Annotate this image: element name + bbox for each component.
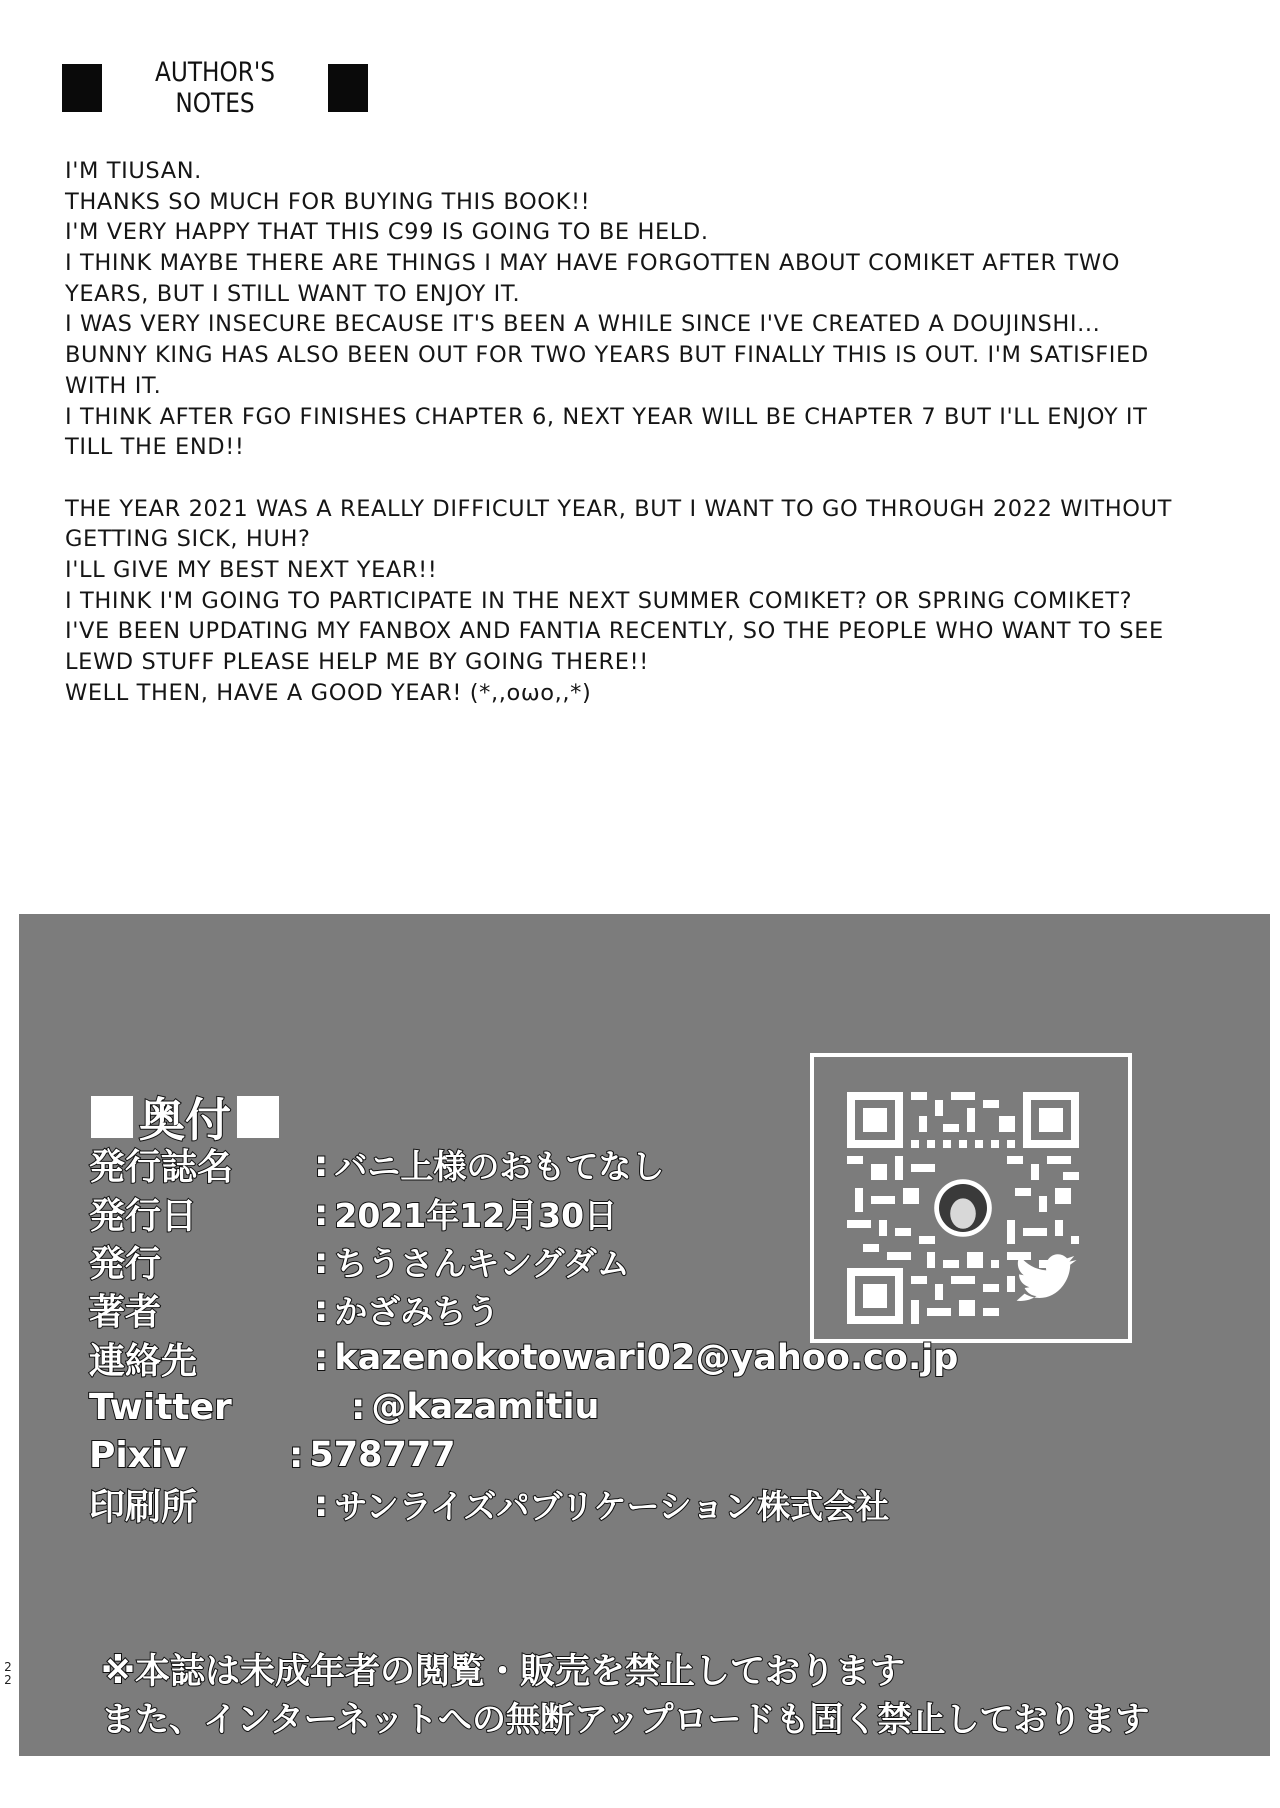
authors-notes-title: AUTHOR'S NOTES <box>154 57 276 119</box>
note-line: WELL THEN, HAVE A GOOD YEAR! (*,,oωo,,*) <box>65 679 592 706</box>
field-label: 発行 <box>89 1243 162 1285</box>
header-left-block <box>62 64 102 112</box>
twitter-handle: @kazamitiu <box>371 1387 600 1427</box>
authors-notes-body <box>65 156 1225 708</box>
field-value: かざみちう <box>334 1291 500 1331</box>
note-line: I'VE BEEN UPDATING MY FANBOX AND FANTIA RECENTLY, SO THE PEOPLE WHO WANT TO SEE <box>65 618 1164 645</box>
contact-email: kazenokotowari02@yahoo.co.jp <box>334 1338 959 1378</box>
qr-code-icon <box>847 1092 1079 1324</box>
note-line: LEWD STUFF PLEASE HELP ME BY GOING THERE!! <box>65 649 649 675</box>
authors-notes-header <box>62 57 368 119</box>
field-contact <box>89 1333 958 1383</box>
note-line: I THINK AFTER FGO FINISHES CHAPTER 6, NEXT YEAR WILL BE CHAPTER 7 BUT I'LL ENJOY IT <box>65 403 1148 430</box>
field-label: 印刷所 <box>89 1486 198 1528</box>
note-line: I THINK I'M GOING TO PARTICIPATE IN THE NEXT SUMMER COMIKET? OR SPRING COMIKET? <box>65 587 1133 614</box>
field-separator: : <box>314 1288 329 1330</box>
field-author <box>89 1284 499 1334</box>
field-value: 2021年12月30日 <box>334 1195 618 1235</box>
note-line: THANKS SO MUCH FOR BUYING THIS BOOK!! <box>65 188 591 215</box>
field-label: 発行誌名 <box>89 1146 234 1188</box>
field-separator: : <box>289 1434 304 1476</box>
note-line: I'M TIUSAN. <box>65 158 202 184</box>
field-separator: : <box>314 1240 329 1282</box>
header-right-block <box>328 64 368 112</box>
field-label: 著者 <box>89 1291 162 1333</box>
field-value: ちうさんキングダム <box>334 1243 630 1283</box>
field-value: バニ上様のおもてなし <box>334 1146 665 1186</box>
field-twitter <box>89 1382 599 1432</box>
field-separator: : <box>314 1143 329 1185</box>
field-separator: : <box>314 1337 329 1379</box>
note-line: YEARS, BUT I STILL WANT TO ENJOY IT. <box>65 280 521 307</box>
note-line: BUNNY KING HAS ALSO BEEN OUT FOR TWO YEARS BUT FINALLY THIS IS OUT. I'M SATISFIED <box>65 342 1149 369</box>
page-number <box>2 1661 14 1687</box>
field-separator: : <box>314 1483 329 1525</box>
field-separator: : <box>351 1386 366 1428</box>
field-publication-date <box>89 1188 617 1238</box>
page-number-text: 22 <box>4 1660 12 1687</box>
title-right-square <box>237 1096 279 1138</box>
field-label: 連絡先 <box>89 1340 198 1382</box>
note-line: I THINK MAYBE THERE ARE THINGS I MAY HAVE FORGOTTEN ABOUT COMIKET AFTER TWO <box>65 250 1121 277</box>
note-line: I'M VERY HAPPY THAT THIS C99 IS GOING TO BE HELD. <box>65 219 709 246</box>
colophon-panel <box>19 914 1270 1756</box>
note-line: I WAS VERY INSECURE BECAUSE IT'S BEEN A WHILE SINCE I'VE CREATED A DOUJINSHI... <box>65 311 1101 338</box>
note-line: GETTING SICK, HUH? <box>65 526 311 553</box>
field-publisher <box>89 1236 630 1286</box>
note-line: TILL THE END!! <box>65 434 245 461</box>
field-label: Twitter <box>89 1386 232 1428</box>
field-value: サンライズパブリケーション株式会社 <box>334 1486 890 1526</box>
qr-code-frame <box>810 1053 1132 1343</box>
note-line: WITH IT. <box>65 372 162 399</box>
field-label: Pixiv <box>89 1434 187 1476</box>
paragraph-gap <box>65 463 1225 494</box>
field-separator: : <box>314 1192 329 1234</box>
note-line: THE YEAR 2021 WAS A REALLY DIFFICULT YEAR, BUT I WANT TO GO THROUGH 2022 WITHOUT <box>65 495 1172 522</box>
pixiv-id: 578777 <box>309 1435 456 1475</box>
note-line: I'LL GIVE MY BEST NEXT YEAR!! <box>65 556 438 583</box>
field-printer <box>89 1479 889 1529</box>
notice-line-2: また、インターネットへの無断アップロードも固く禁止しております <box>101 1700 1150 1740</box>
field-publication-name <box>89 1139 664 1189</box>
field-label: 発行日 <box>89 1195 198 1237</box>
notice-line-1: ※本誌は未成年者の閲覧・販売を禁止しております <box>101 1652 906 1692</box>
title-left-square <box>91 1096 133 1138</box>
field-pixiv <box>89 1430 456 1480</box>
colophon-title-text: 奥付 <box>139 1093 231 1147</box>
